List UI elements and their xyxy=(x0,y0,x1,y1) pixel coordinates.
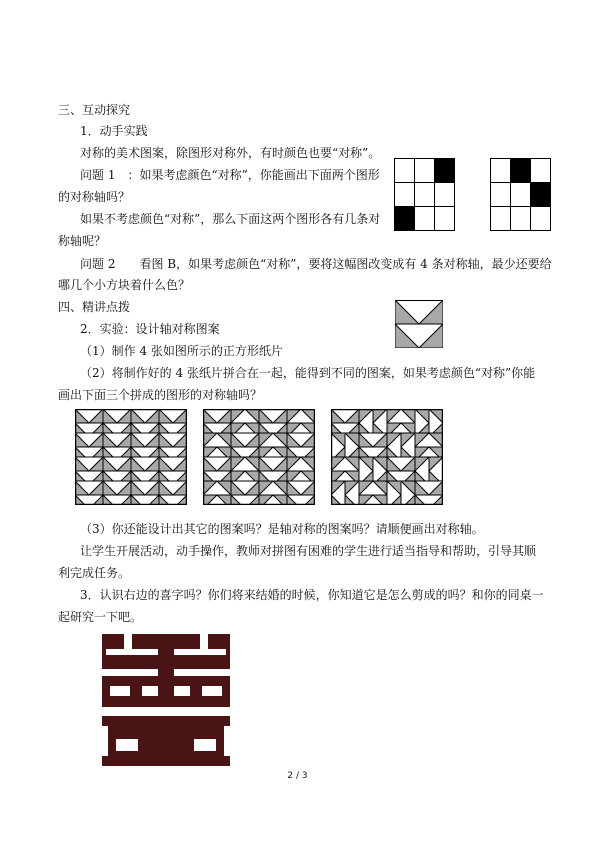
question-3-line-b: 起研究一下吧。 xyxy=(58,610,143,624)
grid-cell xyxy=(394,158,415,183)
grid-cell xyxy=(414,158,435,183)
paper-tile xyxy=(203,481,231,505)
section-3-title: 三、互动探究 xyxy=(58,103,131,117)
subsection-1: 1．动手实践 xyxy=(80,124,148,138)
paper-tile xyxy=(131,481,159,505)
question-1-line-b: 的对称轴吗？ xyxy=(58,190,131,204)
section-4-title: 四、精讲点拨 xyxy=(58,300,131,314)
paper-tile xyxy=(75,481,103,505)
step-2-line-b: 画出下面三个拼成的图形的对称轴吗？ xyxy=(58,388,263,402)
paper-tile xyxy=(259,481,287,505)
paper-tile xyxy=(103,481,131,505)
subsection-2: 2．实验：设计轴对称图案 xyxy=(80,322,220,336)
intro-text: 对称的美术图案，除图形对称外，有时颜色也要“对称”。 xyxy=(80,146,381,160)
question-2-line-b: 哪几个小方块着什么色？ xyxy=(58,278,191,292)
paper-tile xyxy=(231,481,259,505)
activity-line-b: 利完成任务。 xyxy=(58,566,131,580)
page-number: 2 / 3 xyxy=(287,771,308,781)
question-1-line-a: 问题 1 ：如果考虑颜色“对称”，你能画出下面两个图形 xyxy=(80,168,380,182)
grid-cell xyxy=(510,158,531,183)
paper-tile xyxy=(387,481,415,505)
grid-cell xyxy=(530,182,551,207)
grid-cell xyxy=(414,182,435,207)
question-2-line-a: 问题 2 看图 B，如果考虑颜色“对称”，要将这幅图改变成有 4 条对称轴，最少还要给 xyxy=(80,257,552,271)
figure-b-grid xyxy=(490,158,550,230)
grid-cell xyxy=(394,182,415,207)
paper-tile xyxy=(331,481,359,505)
square-paper-tile xyxy=(395,300,443,348)
grid-cell xyxy=(510,182,531,207)
double-happiness-papercut xyxy=(102,631,230,766)
question-1-line-c: 如果不考虑颜色“对称”，那么下面这两个图形各有几条对 xyxy=(80,212,381,226)
grid-cell xyxy=(530,158,551,183)
grid-cell xyxy=(434,182,455,207)
tile-pattern-2 xyxy=(203,409,315,505)
paper-tile xyxy=(287,481,315,505)
grid-cell xyxy=(490,182,511,207)
figure-a-grid xyxy=(394,158,454,230)
grid-cell xyxy=(434,206,455,231)
grid-cell xyxy=(394,206,415,231)
grid-cell xyxy=(434,158,455,183)
activity-line-a: 让学生开展活动，动手操作，教师对拼图有困难的学生进行适当指导和帮助，引导其顺 xyxy=(80,544,537,558)
grid-cell xyxy=(490,158,511,183)
question-3-line-a: 3．认识右边的喜字吗？你们将来结婚的时候，你知道它是怎么剪成的吗？和你的同桌一 xyxy=(80,588,544,602)
tile-pattern-3 xyxy=(331,409,443,505)
step-1: （1）制作 4 张如图所示的正方形纸片 xyxy=(80,344,283,358)
paper-tile xyxy=(359,481,387,505)
grid-cell xyxy=(530,206,551,231)
paper-tile xyxy=(415,481,443,505)
grid-cell xyxy=(490,206,511,231)
paper-tile xyxy=(159,481,187,505)
step-2-line-a: （2）将制作好的 4 张纸片拼合在一起，能得到不同的图案，如果考虑颜色“对称”你能 xyxy=(80,366,536,380)
tile-pattern-1 xyxy=(75,409,187,505)
step-3: （3）你还能设计出其它的图案吗？是轴对称的图案吗？请顺便画出对称轴。 xyxy=(80,522,484,536)
question-1-line-d: 称轴呢？ xyxy=(58,234,107,248)
grid-cell xyxy=(414,206,435,231)
grid-cell xyxy=(510,206,531,231)
